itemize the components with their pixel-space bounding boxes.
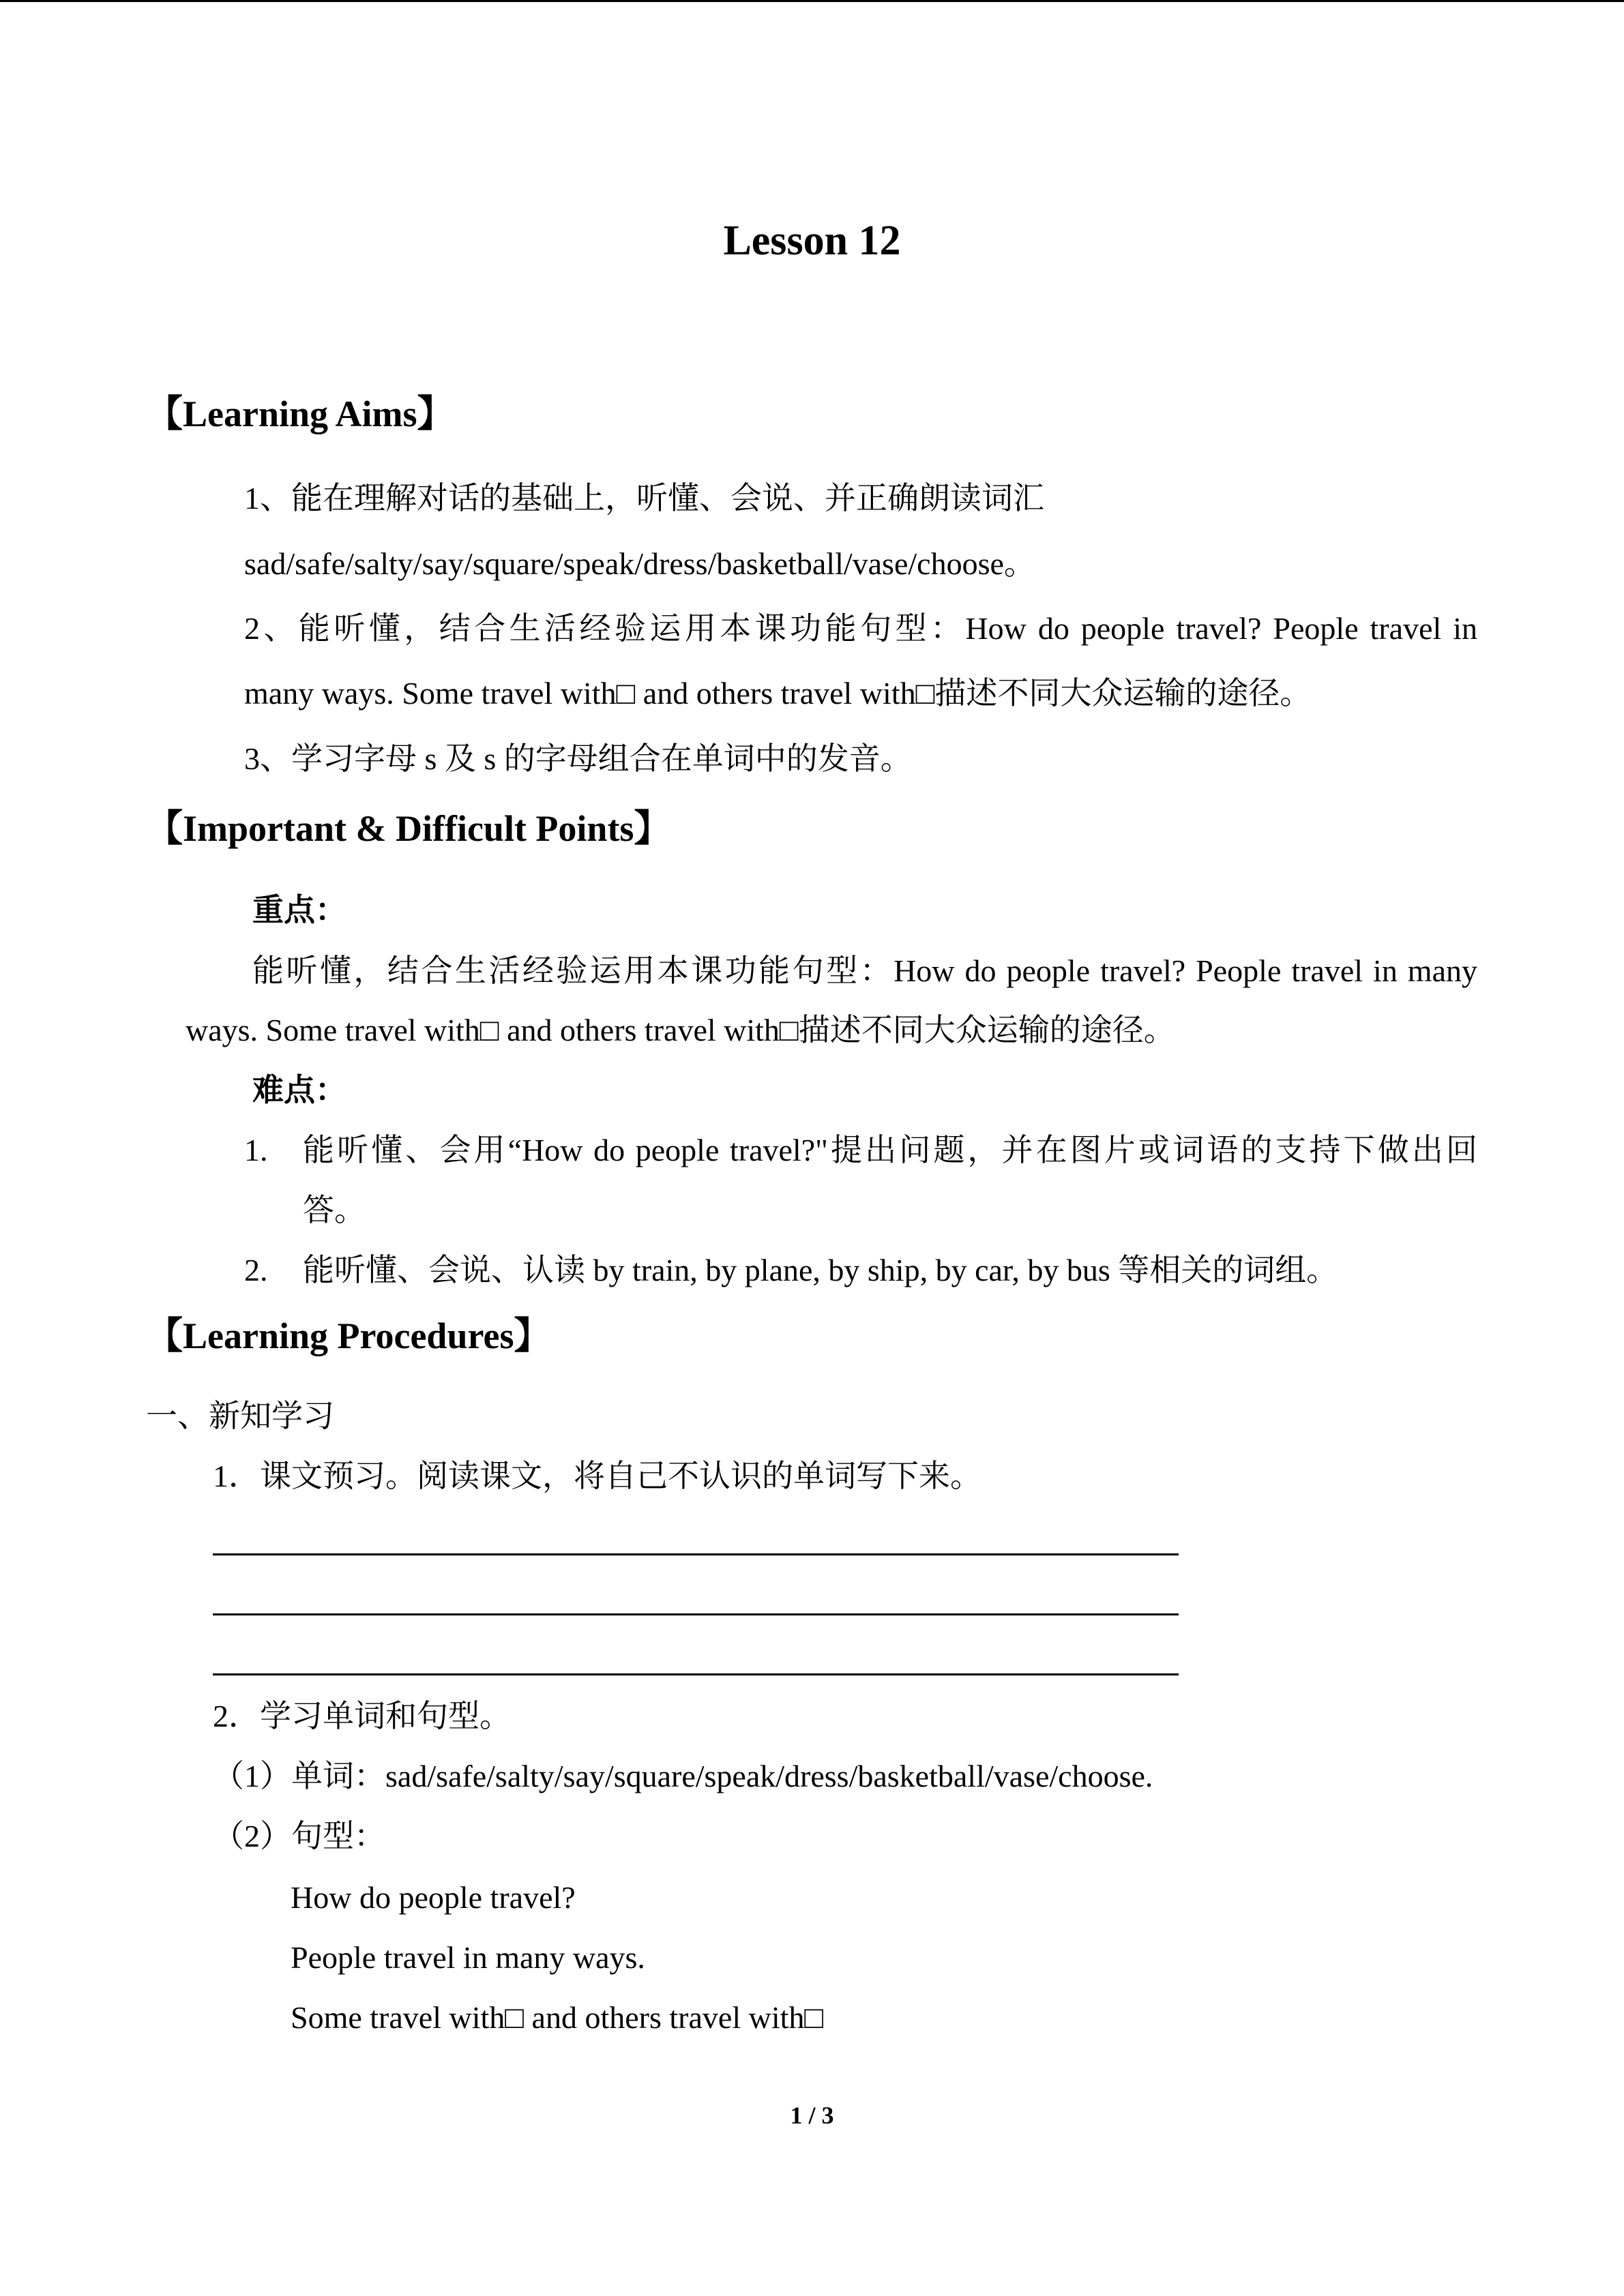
key-point-line-2: ways. Some travel with□ and others travel with□描述不同大众运输的途径。 — [186, 1013, 1175, 1047]
sentence-2: People travel in many ways. — [291, 1940, 645, 1975]
learning-aims-heading: 【Learning Aims】 — [146, 393, 454, 434]
page-title: Lesson 12 — [723, 218, 901, 264]
page-number: 1 / 3 — [790, 2102, 834, 2129]
step-1: 1．课文预习。阅读课文，将自己不认识的单词写下来。 — [213, 1459, 981, 1493]
key-point-label: 重点： — [252, 893, 346, 927]
section-1-heading: 一、新知学习 — [146, 1399, 334, 1433]
aim-3: 3、学习字母 s 及 s 的字母组合在单词中的发音。 — [244, 741, 912, 776]
difficult-1-line-2: 答。 — [303, 1193, 366, 1227]
words-list: （1）单词：sad/safe/salty/say/square/speak/dress/basketball/vase/choose. — [213, 1759, 1153, 1793]
top-border — [0, 0, 1624, 2]
sentence-3: Some travel with□ and others travel with□ — [291, 2000, 824, 2035]
points-heading: 【Important & Difficult Points】 — [146, 808, 671, 849]
step-2: 2．学习单词和句型。 — [213, 1699, 511, 1733]
answer-line-3 — [213, 1673, 1179, 1675]
aim-2-line-1: 2、能听懂，结合生活经验运用本课功能句型：How do people travel? People travel in — [244, 611, 1477, 646]
aim-1-line-2: sad/safe/salty/say/square/speak/dress/basketball/vase/choose。 — [244, 546, 1035, 581]
answer-line-2 — [213, 1613, 1179, 1615]
difficult-1-line-1: 能听懂、会用“How do people travel?"提出问题，并在图片或词语的支持下做出回 — [303, 1133, 1477, 1167]
answer-line-1 — [213, 1553, 1179, 1555]
sentence-1: How do people travel? — [291, 1880, 576, 1915]
aim-2-line-2: many ways. Some travel with□ and others travel with□描述不同大众运输的途径。 — [244, 676, 1312, 711]
difficult-1-number: 1. — [244, 1133, 268, 1167]
difficult-2-text: 能听懂、会说、认读 by train, by plane, by ship, by car, by bus 等相关的词组。 — [303, 1253, 1338, 1287]
key-point-line-1: 能听懂，结合生活经验运用本课功能句型：How do people travel? People travel in many — [252, 953, 1477, 988]
difficult-2-number: 2. — [244, 1253, 268, 1287]
aim-1-line-1: 1、能在理解对话的基础上，听懂、会说、并正确朗读词汇 — [244, 481, 1044, 516]
procedures-heading: 【Learning Procedures】 — [146, 1315, 551, 1356]
sentences-label: （2）句型： — [213, 1819, 385, 1853]
difficult-point-label: 难点： — [252, 1073, 346, 1107]
